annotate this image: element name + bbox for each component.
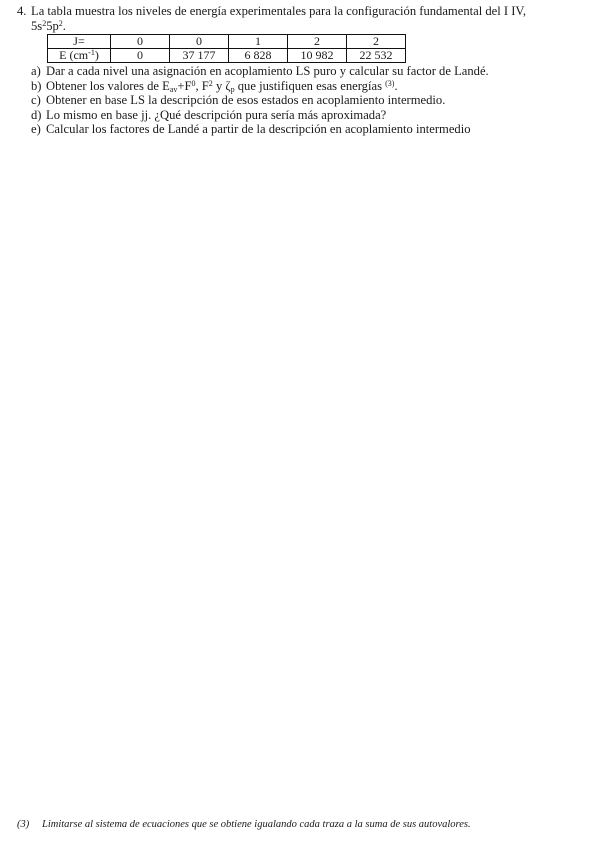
footnote-text: Limitarse al sistema de ecuaciones que se obtiene igualando cada traza a la suma de sus autovalores. — [42, 819, 471, 830]
item-c — [17, 93, 592, 108]
f2-superscript: 2 — [208, 78, 213, 88]
energy-levels-table — [47, 34, 406, 63]
problem-number: 4. — [17, 4, 27, 18]
item-text: Calcular los factores de Landé a partir de la descripción en acoplamiento intermedio — [46, 122, 471, 136]
item-text: Obtener en base LS la descripción de esos estados en acoplamiento intermedio. — [46, 93, 446, 107]
item-letter: c) — [31, 93, 41, 107]
item-letter: d) — [31, 107, 42, 122]
table-row-j — [48, 35, 406, 49]
table-cell-j: 0 — [111, 35, 170, 49]
y-zeta: y ζ — [212, 78, 231, 93]
table-cell-j: 1 — [229, 35, 288, 49]
table-header-energy — [48, 49, 111, 63]
item-letter: b) — [31, 78, 42, 93]
config-shell-5s-exponent: 2 — [42, 18, 47, 28]
item-letter: a) — [31, 64, 41, 78]
item-b-end: . — [394, 78, 398, 93]
energy-unit-exponent: -1 — [88, 48, 95, 57]
electron-configuration — [17, 19, 592, 34]
footnote — [17, 818, 587, 831]
table-cell-energy: 22 532 — [347, 49, 406, 63]
problem-intro: La tabla muestra los niveles de energía experimentales para la configuración fundamental del I IV, — [31, 4, 527, 18]
config-shell-5p: 5p — [46, 18, 59, 33]
problem-4 — [17, 4, 592, 137]
energy-label: E (cm — [59, 48, 89, 62]
eav-subscript: av — [169, 84, 178, 94]
table-cell-energy: 6 828 — [229, 49, 288, 63]
zeta-subscript: p — [230, 84, 235, 94]
plus-f: +F — [177, 78, 192, 93]
problem-header — [17, 4, 592, 19]
table-cell-j: 0 — [170, 35, 229, 49]
footnote-reference: (3) — [385, 78, 395, 88]
item-b — [17, 79, 592, 94]
table-header-j: J= — [48, 35, 111, 49]
table-cell-j: 2 — [288, 35, 347, 49]
item-text: Dar a cada nivel una asignación en acoplamiento LS puro y calcular su factor de Landé. — [46, 64, 489, 78]
item-letter: e) — [31, 122, 41, 136]
energy-label-close: ) — [94, 48, 99, 62]
table-cell-energy: 0 — [111, 49, 170, 63]
item-e — [17, 122, 592, 137]
item-text: Lo mismo en base jj. ¿Qué descripción pura sería más aproximada? — [46, 107, 387, 122]
table-cell-j: 2 — [347, 35, 406, 49]
item-text — [46, 79, 398, 94]
config-end: . — [62, 18, 66, 33]
table-cell-energy: 37 177 — [170, 49, 229, 63]
footnote-number: (3) — [17, 819, 30, 830]
item-a — [17, 64, 592, 79]
item-d — [17, 108, 592, 123]
item-b-post: que justifiquen esas energías — [234, 78, 386, 93]
item-b-pre: Obtener los valores de E — [46, 78, 170, 93]
config-shell-5s: 5s — [31, 18, 43, 33]
config-shell-5p-exponent: 2 — [58, 18, 63, 28]
comma-f: , F — [195, 78, 209, 93]
table-cell-energy: 10 982 — [288, 49, 347, 63]
f0-superscript: 0 — [191, 78, 196, 88]
table-row-energy — [48, 49, 406, 63]
